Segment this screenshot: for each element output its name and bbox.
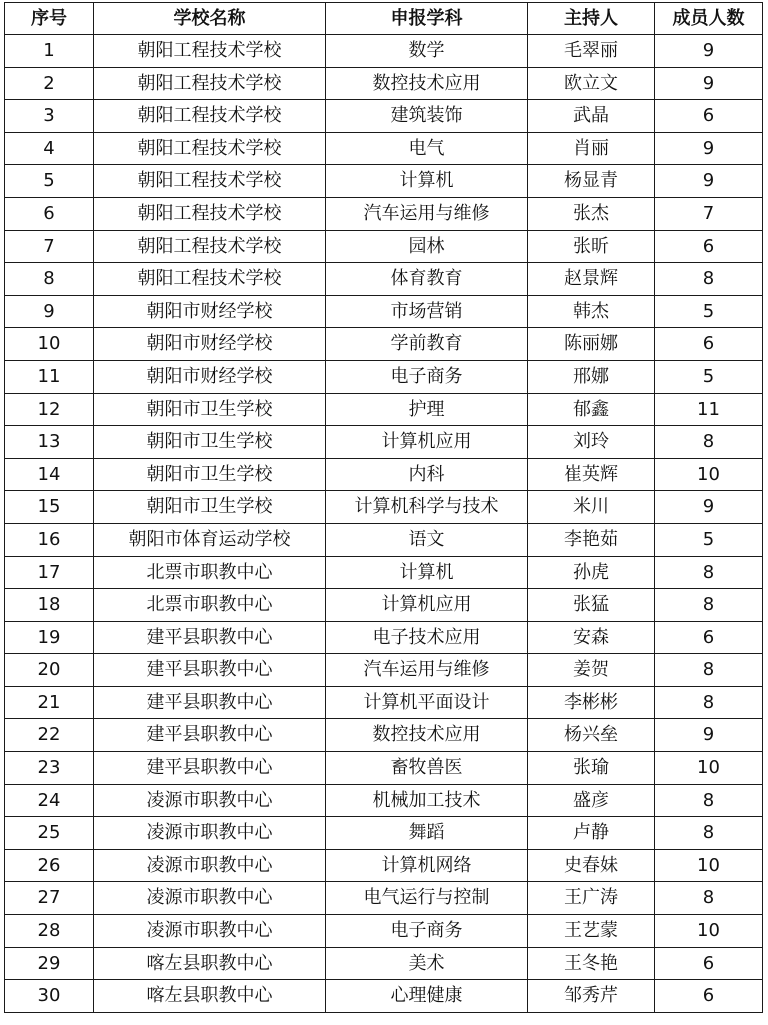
cell-index: 3 [5, 100, 94, 133]
table-row [5, 654, 763, 687]
cell-member-count: 8 [655, 426, 763, 459]
cell-host: 赵景辉 [528, 263, 655, 296]
table-row [5, 100, 763, 133]
cell-index: 23 [5, 752, 94, 785]
cell-school-name: 朝阳工程技术学校 [94, 132, 326, 165]
cell-subject: 数控技术应用 [326, 719, 528, 752]
table-row [5, 132, 763, 165]
cell-school-name: 朝阳工程技术学校 [94, 35, 326, 68]
table-row [5, 458, 763, 491]
cell-member-count: 11 [655, 393, 763, 426]
cell-subject: 计算机 [326, 165, 528, 198]
cell-subject: 计算机应用 [326, 589, 528, 622]
cell-index: 2 [5, 67, 94, 100]
cell-host: 王冬艳 [528, 947, 655, 980]
cell-school-name: 凌源市职教中心 [94, 817, 326, 850]
cell-host: 杨显青 [528, 165, 655, 198]
cell-index: 5 [5, 165, 94, 198]
cell-member-count: 9 [655, 67, 763, 100]
cell-member-count: 9 [655, 491, 763, 524]
cell-host: 史春妹 [528, 849, 655, 882]
cell-index: 11 [5, 360, 94, 393]
header-school-name: 学校名称 [94, 3, 326, 35]
cell-subject: 计算机网络 [326, 849, 528, 882]
cell-member-count: 9 [655, 165, 763, 198]
cell-subject: 电子商务 [326, 915, 528, 948]
cell-member-count: 6 [655, 230, 763, 263]
cell-member-count: 9 [655, 35, 763, 68]
cell-school-name: 朝阳工程技术学校 [94, 263, 326, 296]
cell-host: 韩杰 [528, 295, 655, 328]
cell-index: 8 [5, 263, 94, 296]
cell-member-count: 8 [655, 817, 763, 850]
cell-school-name: 凌源市职教中心 [94, 882, 326, 915]
cell-subject: 美术 [326, 947, 528, 980]
cell-index: 1 [5, 35, 94, 68]
cell-host: 孙虎 [528, 556, 655, 589]
cell-host: 李彬彬 [528, 686, 655, 719]
cell-school-name: 建平县职教中心 [94, 686, 326, 719]
cell-member-count: 5 [655, 360, 763, 393]
cell-host: 姜贺 [528, 654, 655, 687]
cell-school-name: 建平县职教中心 [94, 719, 326, 752]
cell-host: 张昕 [528, 230, 655, 263]
cell-subject: 数控技术应用 [326, 67, 528, 100]
cell-host: 武晶 [528, 100, 655, 133]
cell-school-name: 朝阳工程技术学校 [94, 197, 326, 230]
cell-subject: 数学 [326, 35, 528, 68]
header-row [5, 3, 763, 35]
table-row [5, 849, 763, 882]
table-row [5, 686, 763, 719]
cell-index: 28 [5, 915, 94, 948]
cell-subject: 电子商务 [326, 360, 528, 393]
cell-member-count: 9 [655, 719, 763, 752]
table-row [5, 817, 763, 850]
cell-subject: 舞蹈 [326, 817, 528, 850]
cell-member-count: 6 [655, 980, 763, 1013]
cell-index: 12 [5, 393, 94, 426]
table-row [5, 165, 763, 198]
cell-school-name: 朝阳工程技术学校 [94, 67, 326, 100]
cell-index: 9 [5, 295, 94, 328]
cell-member-count: 6 [655, 328, 763, 361]
table-header [5, 3, 763, 35]
table-row [5, 556, 763, 589]
cell-index: 29 [5, 947, 94, 980]
cell-host: 陈丽娜 [528, 328, 655, 361]
cell-index: 19 [5, 621, 94, 654]
cell-host: 郁鑫 [528, 393, 655, 426]
cell-index: 16 [5, 523, 94, 556]
cell-host: 杨兴垒 [528, 719, 655, 752]
cell-index: 27 [5, 882, 94, 915]
cell-member-count: 8 [655, 784, 763, 817]
cell-member-count: 10 [655, 849, 763, 882]
cell-index: 26 [5, 849, 94, 882]
header-subject: 申报学科 [326, 3, 528, 35]
cell-school-name: 朝阳市卫生学校 [94, 426, 326, 459]
cell-index: 14 [5, 458, 94, 491]
cell-index: 13 [5, 426, 94, 459]
cell-member-count: 6 [655, 100, 763, 133]
table-row [5, 980, 763, 1013]
cell-subject: 计算机 [326, 556, 528, 589]
cell-host: 张猛 [528, 589, 655, 622]
header-index: 序号 [5, 3, 94, 35]
cell-member-count: 6 [655, 947, 763, 980]
table-row [5, 230, 763, 263]
table-row [5, 393, 763, 426]
cell-host: 张瑜 [528, 752, 655, 785]
header-host: 主持人 [528, 3, 655, 35]
cell-member-count: 8 [655, 654, 763, 687]
cell-subject: 学前教育 [326, 328, 528, 361]
table-row [5, 491, 763, 524]
cell-host: 张杰 [528, 197, 655, 230]
cell-subject: 汽车运用与维修 [326, 654, 528, 687]
cell-school-name: 建平县职教中心 [94, 621, 326, 654]
cell-member-count: 5 [655, 295, 763, 328]
cell-host: 刘玲 [528, 426, 655, 459]
cell-member-count: 9 [655, 132, 763, 165]
table-row [5, 752, 763, 785]
cell-subject: 计算机科学与技术 [326, 491, 528, 524]
cell-host: 卢静 [528, 817, 655, 850]
cell-subject: 建筑装饰 [326, 100, 528, 133]
table-row [5, 35, 763, 68]
table-row [5, 784, 763, 817]
cell-school-name: 朝阳市财经学校 [94, 328, 326, 361]
cell-host: 王艺蒙 [528, 915, 655, 948]
cell-host: 米川 [528, 491, 655, 524]
cell-host: 王广涛 [528, 882, 655, 915]
cell-subject: 护理 [326, 393, 528, 426]
cell-subject: 电子技术应用 [326, 621, 528, 654]
cell-host: 李艳茹 [528, 523, 655, 556]
cell-member-count: 7 [655, 197, 763, 230]
cell-subject: 心理健康 [326, 980, 528, 1013]
cell-host: 肖丽 [528, 132, 655, 165]
cell-subject: 电气 [326, 132, 528, 165]
table-row [5, 523, 763, 556]
cell-school-name: 凌源市职教中心 [94, 784, 326, 817]
cell-index: 21 [5, 686, 94, 719]
cell-subject: 畜牧兽医 [326, 752, 528, 785]
cell-index: 25 [5, 817, 94, 850]
cell-host: 邢娜 [528, 360, 655, 393]
cell-member-count: 8 [655, 556, 763, 589]
cell-index: 30 [5, 980, 94, 1013]
cell-index: 18 [5, 589, 94, 622]
cell-school-name: 建平县职教中心 [94, 752, 326, 785]
table-row [5, 947, 763, 980]
table-row [5, 426, 763, 459]
cell-host: 邹秀芹 [528, 980, 655, 1013]
cell-host: 崔英辉 [528, 458, 655, 491]
table-row [5, 263, 763, 296]
table-row [5, 197, 763, 230]
cell-index: 7 [5, 230, 94, 263]
table-row [5, 719, 763, 752]
cell-index: 20 [5, 654, 94, 687]
cell-school-name: 北票市职教中心 [94, 556, 326, 589]
cell-member-count: 10 [655, 915, 763, 948]
cell-school-name: 朝阳工程技术学校 [94, 100, 326, 133]
table-row [5, 328, 763, 361]
cell-index: 22 [5, 719, 94, 752]
table-row [5, 915, 763, 948]
cell-member-count: 6 [655, 621, 763, 654]
cell-school-name: 朝阳市卫生学校 [94, 393, 326, 426]
cell-index: 4 [5, 132, 94, 165]
cell-school-name: 朝阳工程技术学校 [94, 165, 326, 198]
cell-member-count: 8 [655, 686, 763, 719]
cell-subject: 计算机平面设计 [326, 686, 528, 719]
cell-school-name: 朝阳市卫生学校 [94, 458, 326, 491]
cell-subject: 语文 [326, 523, 528, 556]
cell-subject: 汽车运用与维修 [326, 197, 528, 230]
cell-subject: 市场营销 [326, 295, 528, 328]
cell-subject: 内科 [326, 458, 528, 491]
cell-school-name: 建平县职教中心 [94, 654, 326, 687]
cell-host: 毛翠丽 [528, 35, 655, 68]
cell-school-name: 凌源市职教中心 [94, 849, 326, 882]
cell-index: 17 [5, 556, 94, 589]
table-row [5, 295, 763, 328]
cell-host: 盛彦 [528, 784, 655, 817]
cell-member-count: 5 [655, 523, 763, 556]
cell-school-name: 朝阳市卫生学校 [94, 491, 326, 524]
cell-subject: 体育教育 [326, 263, 528, 296]
cell-school-name: 北票市职教中心 [94, 589, 326, 622]
cell-school-name: 朝阳市财经学校 [94, 360, 326, 393]
cell-index: 15 [5, 491, 94, 524]
table-row [5, 360, 763, 393]
cell-school-name: 凌源市职教中心 [94, 915, 326, 948]
cell-index: 10 [5, 328, 94, 361]
cell-host: 安森 [528, 621, 655, 654]
table-row [5, 882, 763, 915]
table-row [5, 67, 763, 100]
table-body [5, 35, 763, 1013]
cell-member-count: 10 [655, 458, 763, 491]
cell-index: 24 [5, 784, 94, 817]
cell-school-name: 喀左县职教中心 [94, 980, 326, 1013]
table-row [5, 621, 763, 654]
cell-member-count: 10 [655, 752, 763, 785]
cell-host: 欧立文 [528, 67, 655, 100]
cell-subject: 机械加工技术 [326, 784, 528, 817]
cell-school-name: 朝阳市体育运动学校 [94, 523, 326, 556]
roster-table [4, 2, 763, 1013]
cell-subject: 园林 [326, 230, 528, 263]
cell-subject: 计算机应用 [326, 426, 528, 459]
cell-member-count: 8 [655, 882, 763, 915]
cell-index: 6 [5, 197, 94, 230]
cell-member-count: 8 [655, 263, 763, 296]
cell-school-name: 朝阳工程技术学校 [94, 230, 326, 263]
cell-member-count: 8 [655, 589, 763, 622]
cell-school-name: 喀左县职教中心 [94, 947, 326, 980]
table-row [5, 589, 763, 622]
cell-subject: 电气运行与控制 [326, 882, 528, 915]
cell-school-name: 朝阳市财经学校 [94, 295, 326, 328]
header-member-count: 成员人数 [655, 3, 763, 35]
